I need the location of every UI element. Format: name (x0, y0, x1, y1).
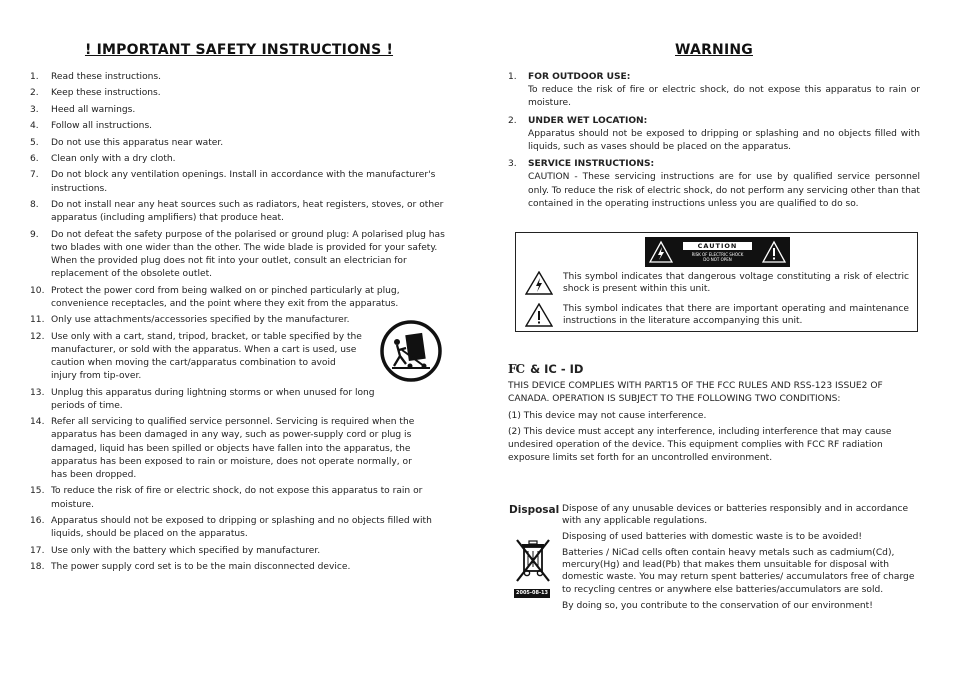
caution-sub-2: DO NOT OPEN (703, 257, 732, 262)
fcc-heading (508, 362, 583, 376)
safety-item: 8. Do not install near any heat sources such as radiators, heat registers, stoves, or other apparatus (including amplifiers) that produce heat. (30, 199, 444, 224)
exclamation-mark-triangle-icon (525, 303, 553, 327)
voltage-symbol-text: This symbol indicates that dangerous voltage constituting a risk of electric shock is present within this unit. (563, 272, 909, 295)
fcc-compliance-text (508, 380, 920, 469)
exclamation-triangle-icon (762, 240, 786, 264)
warning-section (508, 42, 920, 215)
caution-sub-1: RISK OF ELECTRIC SHOCK (691, 252, 744, 257)
safety-item: 9. Do not defeat the safety purpose of the polarised or ground plug: A polarised plug has two blades with one wider than the other. The wide blade is provided for your safety. When the provided plug does not fit into your outlet, consult an electrician for replacement of the obsolete outlet. (30, 229, 445, 280)
voltage-symbol-row (525, 271, 909, 296)
info-symbol-text: This symbol indicates that there are important operating and maintenance instructions in the literature accompanying this unit. (563, 304, 909, 327)
warning-item: 3. SERVICE INSTRUCTIONS: CAUTION - These servicing instructions are for use by qualified service personnel only. To reduce the risk of electric shock, do not perform any servicing other than that contained in the operating instructions unless you are qualified to do so. (508, 159, 920, 209)
bin-date-label: 2005-08-13 (514, 589, 550, 598)
safety-item: 1. Read these instructions. (30, 72, 162, 82)
disposal-label: Disposal (509, 504, 560, 516)
disposal-para-1: Dispose of any unusable devices or batteries responsibly and in accordance with any applicable regulations. (562, 504, 909, 527)
safety-item: 12. Use only with a cart, stand, tripod, bracket, or table specified by the manufacturer, or sold with the apparatus. When a cart is used, use caution when moving the cart/apparatus combination to avoid injury from tip-over. (30, 331, 362, 382)
safety-title: ! IMPORTANT SAFETY INSTRUCTIONS ! (84, 42, 394, 58)
safety-item: 3. Heed all warnings. (30, 104, 136, 115)
fcc-para-2: (1) This device may not cause interference. (508, 410, 707, 421)
disposal-para-2: Disposing of used batteries with domestic waste is to be avoided! (562, 532, 863, 543)
safety-item: 4. Follow all instructions. (30, 121, 153, 132)
fcc-para-1: THIS DEVICE COMPLIES WITH PART15 OF THE FCC RULES AND RSS-123 ISSUE2 OF CANADA. OPERATION IS SUBJECT TO THE FOLLOWING TWO CONDITIONS: (508, 381, 883, 404)
disposal-para-3: Batteries / NiCad cells often contain heavy metals such as cadmium(Cd), mercury(Hg) and lead(Pb) that makes them unsuitable for disposal with domestic waste. You may return spent batteries/ accumulators free of charge to recycling centres or anywhere else batteries/accumulators are sold. (562, 547, 915, 595)
lightning-triangle-icon (649, 240, 673, 264)
caution-banner (645, 237, 790, 267)
cart-tip-over-warning-icon (380, 320, 442, 382)
safety-item: 5. Do not use this apparatus near water. (30, 137, 224, 148)
safety-item: 11. Only use attachments/accessories specified by the manufacturer. (30, 315, 350, 326)
fcc-heading-text: & IC - ID (530, 362, 584, 376)
safety-item: 10. Protect the power cord from being walked on or pinched particularly at plug, convenience receptacles, and the point where they exit from the apparatus. (30, 285, 400, 309)
safety-item: 13. Unplug this apparatus during lightning storms or when unused for long periods of time. (30, 387, 375, 411)
lightning-bolt-triangle-icon (525, 271, 553, 295)
safety-item: 14. Refer all servicing to qualified service personnel. Servicing is required when the apparatus has been damaged in any way, such as power-supply cord or plug is damaged, liquid has been spilled or objects have fallen into the apparatus, the apparatus has been exposed to rain or moisture, does not operate normally, or has been dropped. (30, 417, 415, 480)
fcc-logo: FC (508, 362, 525, 376)
safety-item: 16. Apparatus should not be exposed to dripping or splashing and no objects filled with liquids, should be placed on the apparatus. (30, 515, 432, 540)
safety-item: 7. Do not block any ventilation openings. Install in accordance with the manufacturer's instructions. (30, 170, 436, 194)
fcc-para-3: (2) This device must accept any interference, including interference that may cause undesired operation of the device. This equipment complies with FCC RF radiation exposure limits set forth for an uncontrolled environment. (508, 427, 892, 463)
crossed-out-bin-icon (514, 537, 552, 585)
safety-item: 2. Keep these instructions. (30, 88, 161, 99)
caution-label: CAUTION (683, 242, 752, 250)
safety-item: 17. Use only with the battery which specified by manufacturer. (30, 545, 321, 556)
disposal-para-4: By doing so, you contribute to the conservation of our environment! (562, 600, 873, 611)
safety-item: 15. To reduce the risk of fire or electric shock, do not expose this apparatus to rain or moisture. (30, 486, 423, 510)
safety-item: 6. Clean only with a dry cloth. (30, 153, 176, 164)
safety-item: 18. The power supply cord set is to be the main disconnected device. (30, 561, 351, 572)
warning-item: 2. UNDER WET LOCATION: Apparatus should not be exposed to dripping or splashing and no objects filled with liquids, such as vases should be placed on the apparatus. (508, 115, 920, 153)
warning-item: 1. FOR OUTDOOR USE: To reduce the risk of fire or electric shock, do not expose this apparatus to rain or moisture. (508, 72, 920, 109)
info-symbol-row (525, 303, 909, 328)
safety-instructions-section (30, 42, 448, 577)
disposal-text (562, 503, 920, 615)
warning-list (508, 71, 920, 211)
caution-symbol-box (515, 232, 918, 332)
warning-title: WARNING (675, 42, 753, 58)
